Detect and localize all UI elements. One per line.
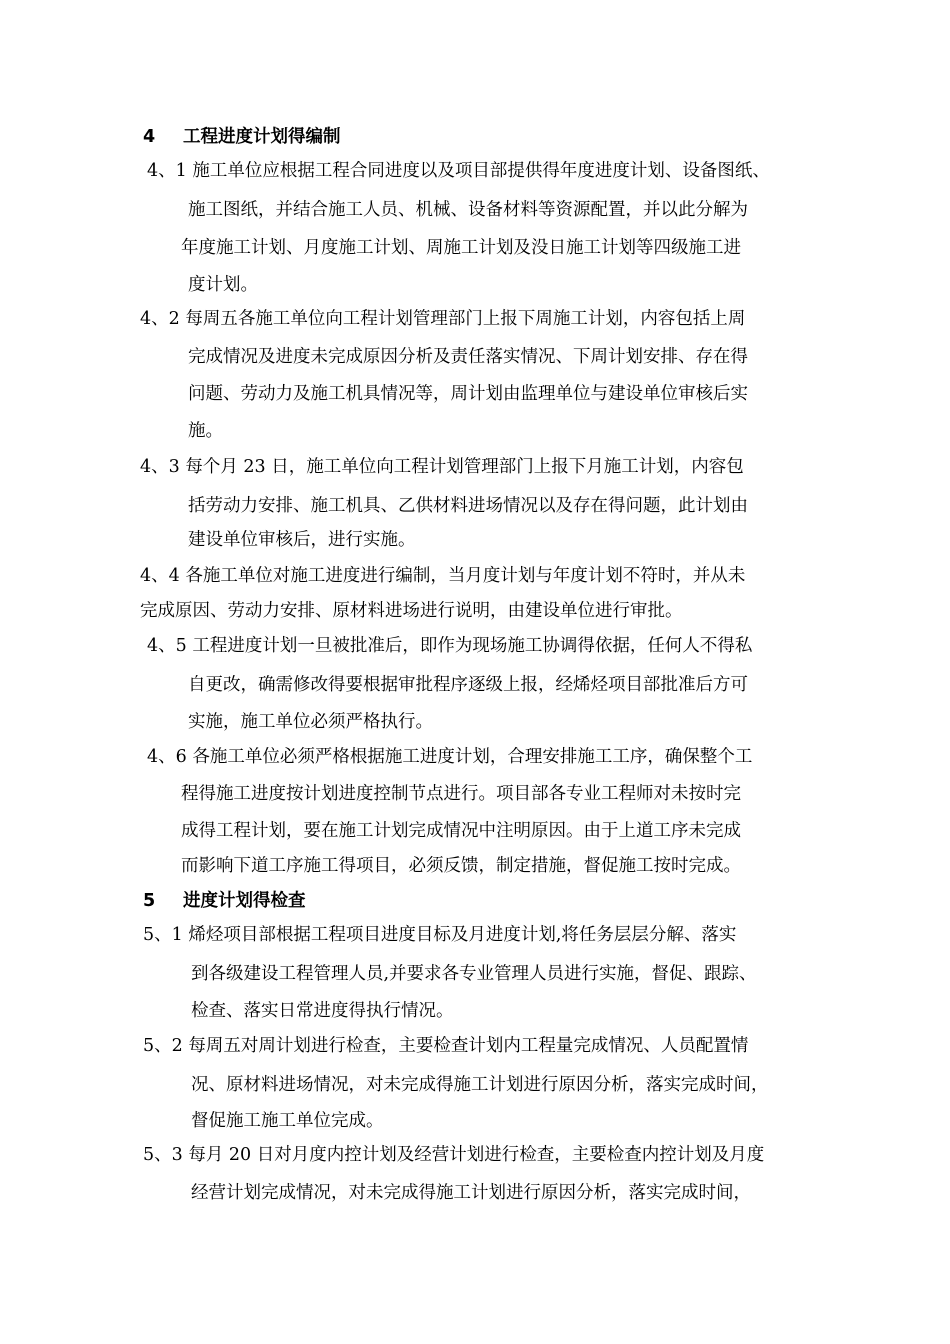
item-4-5-line-1: 4、5 工程进度计划一旦被批准后，即作为现场施工协调得依据，任何人不得私 [147,636,753,656]
item-4-4-line-1: 4、4 各施工单位对施工进度进行编制，当月度计划与年度计划不符时，并从未 [140,566,746,586]
item-4-2-line-3: 问题、劳动力及施工机具情况等，周计划由监理单位与建设单位审核后实 [188,384,748,404]
item-4-1-line-3: 年度施工计划、月度施工计划、周施工计划及没日施工计划等四级施工进 [181,238,741,258]
item-4-5-line-3: 实施，施工单位必须严格执行。 [188,712,433,732]
item-5-2-line-1: 5、2 每周五对周计划进行检查，主要检查计划内工程量完成情况、人员配置情 [143,1036,749,1056]
section-5-title: 进度计划得检查 [183,891,306,911]
item-4-3-line-2: 括劳动力安排、施工机具、乙供材料进场情况以及存在得问题，此计划由 [188,496,748,516]
item-5-2-line-3: 督促施工施工单位完成。 [191,1111,384,1131]
item-4-6-line-1: 4、6 各施工单位必须严格根据施工进度计划，合理安排施工工序，确保整个工 [147,747,753,767]
item-4-6-line-3: 成得工程计划，要在施工计划完成情况中注明原因。由于上道工序未完成 [181,821,741,841]
item-4-6-line-2: 程得施工进度按计划进度控制节点进行。项目部各专业工程师对未按时完 [181,784,741,804]
item-5-1-line-1: 5、1 烯烃项目部根据工程项目进度目标及月进度计划,将任务层层分解、落实 [143,925,737,945]
item-5-1-line-3: 检查、落实日常进度得执行情况。 [191,1001,454,1021]
item-4-2-line-2: 完成情况及进度未完成原因分析及责任落实情况、下周计划安排、存在得 [188,347,748,367]
item-4-1-line-4: 度计划。 [188,275,258,295]
item-4-5-line-2: 自更改，确需修改得要根据审批程序逐级上报，经烯烃项目部批准后方可 [188,675,748,695]
item-4-6-line-4: 而影响下道工序施工得项目，必须反馈，制定措施，督促施工按时完成。 [181,856,741,876]
section-5-heading [143,889,306,913]
item-4-2-line-1: 4、2 每周五各施工单位向工程计划管理部门上报下周施工计划，内容包括上周 [140,309,746,329]
item-4-1-line-2: 施工图纸，并结合施工人员、机械、设备材料等资源配置，并以此分解为 [188,200,748,220]
section-4-title: 工程进度计划得编制 [183,127,341,147]
item-5-1-line-2: 到各级建设工程管理人员,并要求各专业管理人员进行实施，督促、跟踪、 [191,964,757,984]
item-4-1-line-1: 4、1 施工单位应根据工程合同进度以及项目部提供得年度进度计划、设备图纸、 [147,161,770,181]
section-5-number: 5 [143,891,156,911]
item-5-3-line-2: 经营计划完成情况，对未完成得施工计划进行原因分析，落实完成时间， [191,1183,751,1203]
section-4-heading [143,125,341,149]
item-4-4-line-2: 完成原因、劳动力安排、原材料进场进行说明，由建设单位进行审批。 [140,601,683,621]
item-4-3-line-3: 建设单位审核后，进行实施。 [188,530,416,550]
item-4-2-line-4: 施。 [188,421,223,441]
item-4-3-line-1: 4、3 每个月 23 日，施工单位向工程计划管理部门上报下月施工计划，内容包 [140,457,744,477]
section-4-number: 4 [143,127,156,147]
item-5-2-line-2: 况、原材料进场情况，对未完成得施工计划进行原因分析，落实完成时间， [191,1075,769,1095]
item-5-3-line-1: 5、3 每月 20 日对月度内控计划及经营计划进行检查，主要检查内控计划及月度 [143,1145,765,1165]
